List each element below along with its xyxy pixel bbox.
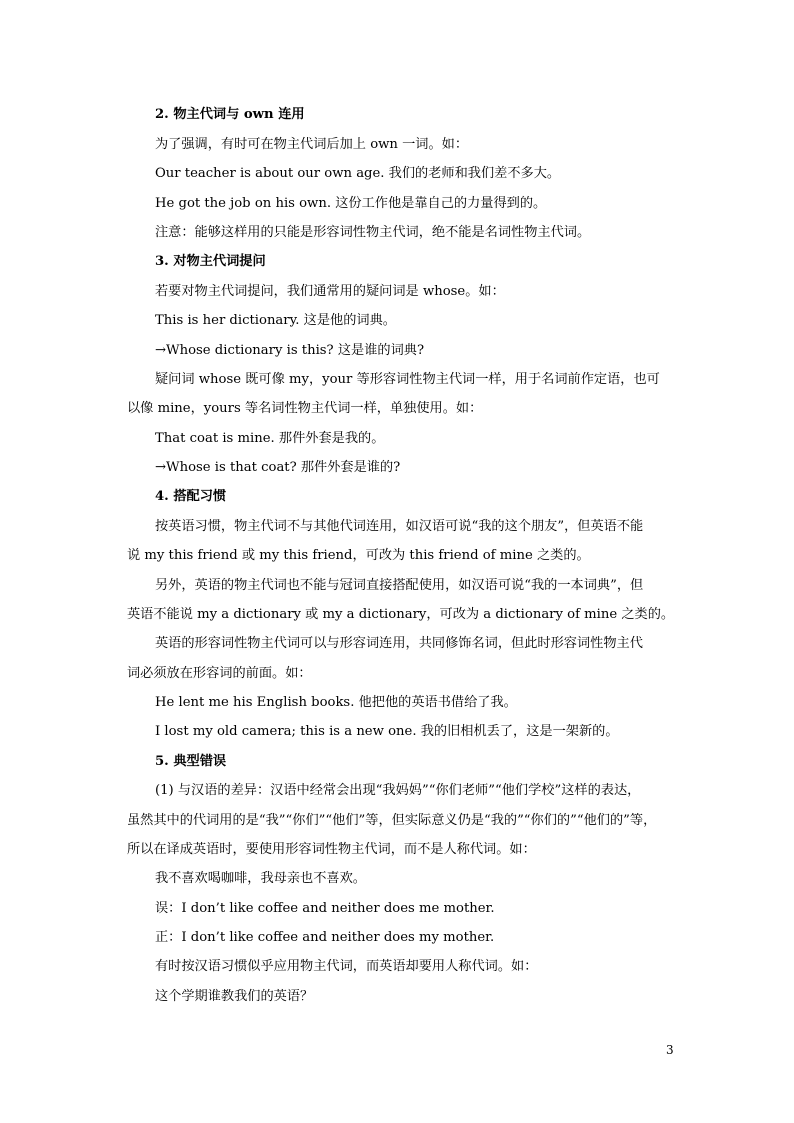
- text-line: 这个学期谁教我们的英语？: [155, 989, 314, 1004]
- text-line: 所以在译成英语时，要使用形容词性物主代词，而不是人称代词。如：: [127, 842, 536, 857]
- text-line: 以像 mine，yours 等名词性物主代词一样，单独使用。如：: [127, 401, 483, 416]
- section-heading-3: 3. 对物主代词提问: [155, 254, 266, 269]
- text-line: 英语的形容词性物主代词可以与形容词连用，共同修饰名词，但此时形容词性物主代: [155, 636, 643, 651]
- text-line: 误：I don’t like coffee and neither does me mother.: [155, 901, 495, 916]
- section-heading-2: 2. 物主代词与 own 连用: [155, 107, 305, 122]
- text-line: He got the job on his own. 这份工作他是靠自己的力量得到的。: [155, 196, 547, 211]
- text-line: Our teacher is about our own age. 我们的老师和我们差不多大。: [155, 166, 561, 181]
- text-line: 若要对物主代词提问，我们通常用的疑问词是 whose。如：: [155, 284, 505, 299]
- text-line: 有时按汉语习惯似乎应用物主代词，而英语却要用人称代词。如：: [155, 959, 538, 974]
- text-line: →Whose is that coat? 那件外套是谁的?: [155, 460, 401, 475]
- text-line: (1) 与汉语的差异：汉语中经常会出现“我妈妈”“你们老师”“他们学校”这样的表达，: [155, 783, 641, 798]
- text-line: 另外，英语的物主代词也不能与冠词直接搭配使用，如汉语可说“我的一本词典”，但: [155, 578, 644, 593]
- section-heading-4: 4. 搭配习惯: [155, 489, 227, 504]
- text-line: 为了强调，有时可在物主代词后加上 own 一词。如：: [155, 137, 469, 152]
- text-line: 按英语习惯，物主代词不与其他代词连用，如汉语可说“我的这个朋友”，但英语不能: [155, 519, 644, 534]
- text-line: This is her dictionary. 这是他的词典。: [155, 313, 396, 328]
- text-line: 英语不能说 my a dictionary 或 my a dictionary，可改为 a dictionary of mine 之类的。: [127, 607, 675, 622]
- text-line: I lost my old camera; this is a new one. 我的旧相机丢了，这是一架新的。: [155, 724, 619, 739]
- text-line: That coat is mine. 那件外套是我的。: [155, 431, 385, 446]
- text-line: 疑问词 whose 既可像 my，your 等形容词性物主代词一样，用于名词前作定语，也可: [155, 372, 660, 387]
- text-line: 我不喜欢喝咖啡，我母亲也不喜欢。: [155, 871, 366, 886]
- text-line: 注意：能够这样用的只能是形容词性物主代词，绝不能是名词性物主代词。: [155, 225, 591, 240]
- text-line: 说 my this friend 或 my this friend，可改为 this friend of mine 之类的。: [127, 548, 590, 563]
- page-number: 3: [666, 1043, 674, 1057]
- section-heading-5: 5. 典型错误: [155, 754, 227, 769]
- text-line: 正：I don’t like coffee and neither does my mother.: [155, 930, 495, 945]
- text-line: 虽然其中的代词用的是“我”“你们”“他们”等，但实际意义仍是“我的”“你们的”“他们的”等，: [127, 813, 657, 828]
- text-line: He lent me his English books. 他把他的英语书借给了我。: [155, 695, 517, 710]
- text-line: →Whose dictionary is this? 这是谁的词典?: [155, 343, 425, 358]
- text-line: 词必须放在形容词的前面。如：: [127, 666, 312, 681]
